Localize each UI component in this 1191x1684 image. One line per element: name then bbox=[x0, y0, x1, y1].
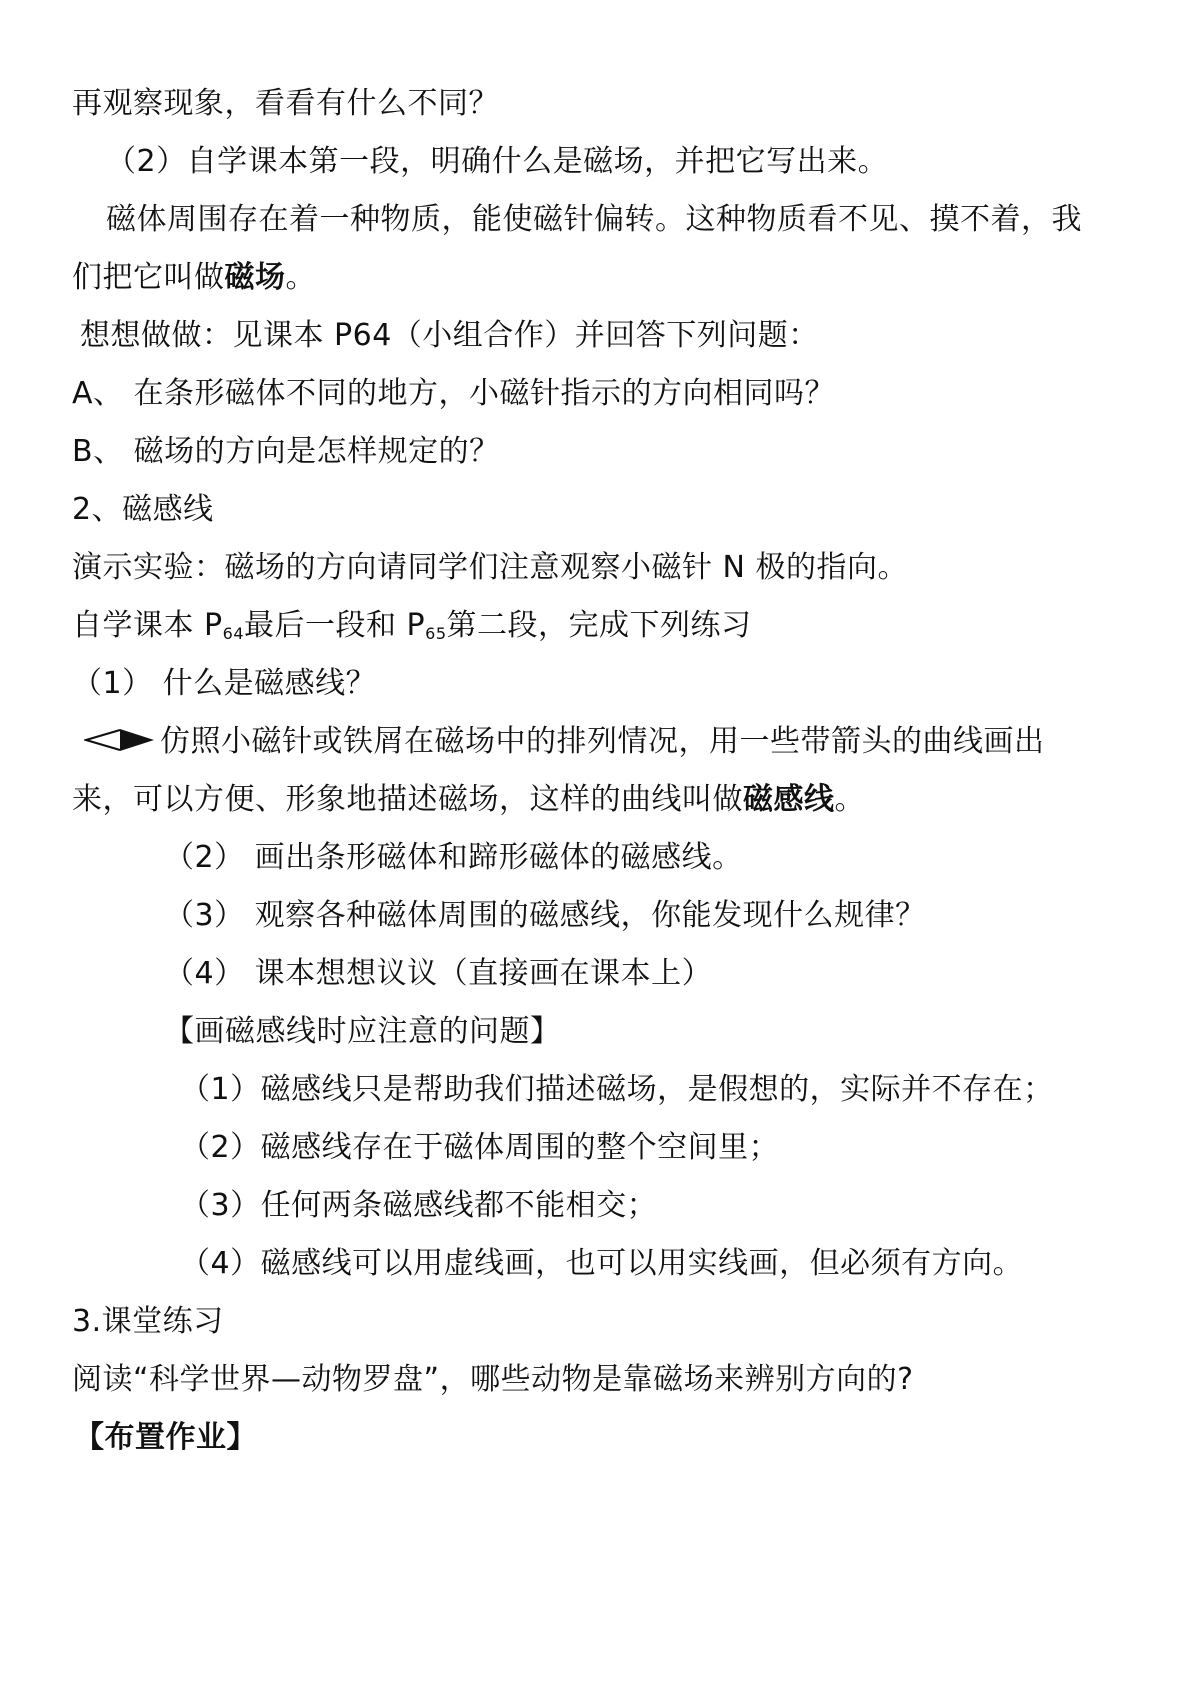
page-number: 65 bbox=[425, 624, 447, 643]
list-item: （2） 画出条形磁体和蹄形磁体的磁感线。 bbox=[164, 840, 743, 875]
text-line: 阅读“科学世界—动物罗盘”，哪些动物是靠磁场来辨别方向的? bbox=[72, 1362, 914, 1397]
list-item: （4） 课本想想议议（直接画在课本上） bbox=[164, 956, 713, 991]
term-magnetic-field: 磁场 bbox=[224, 260, 286, 295]
text-span: 来，可以方便、形象地描述磁场，这样的曲线叫做 bbox=[72, 782, 743, 817]
text-line: 演示实验：磁场的方向请同学们注意观察小磁针 N 极的指向。 bbox=[72, 550, 909, 585]
text-span: 第二段，完成下列练习 bbox=[446, 608, 752, 643]
text-line: 想想做做：见课本 P64（小组合作）并回答下列问题： bbox=[80, 318, 819, 353]
text-line bbox=[72, 606, 752, 646]
arrow-pointer-icon bbox=[84, 726, 156, 754]
question-b: B、 磁场的方向是怎样规定的？ bbox=[72, 434, 500, 469]
question-a: A、 在条形磁体不同的地方，小磁针指示的方向相同吗？ bbox=[72, 376, 836, 411]
list-item: （2）磁感线存在于磁体周围的整个空间里； bbox=[180, 1130, 780, 1165]
section-heading: 2、磁感线 bbox=[72, 492, 214, 527]
text-span: 。 bbox=[834, 782, 865, 817]
text-line: （2）自学课本第一段，明确什么是磁场，并把它写出来。 bbox=[106, 144, 889, 179]
text-span: 们把它叫做 bbox=[72, 260, 225, 295]
section-heading: 3.课堂练习 bbox=[72, 1304, 224, 1339]
subsection-heading: 【画磁感线时应注意的问题】 bbox=[164, 1014, 561, 1049]
text-line: （1） 什么是磁感线？ bbox=[72, 666, 377, 701]
text-span: 。 bbox=[285, 260, 316, 295]
text-span: 仿照小磁针或铁屑在磁场中的排列情况，用一些带箭头的曲线画出 bbox=[160, 724, 1045, 759]
list-item: （3）任何两条磁感线都不能相交； bbox=[180, 1188, 658, 1223]
text-line bbox=[84, 722, 1045, 762]
text-line: 磁体周围存在着一种物质，能使磁针偏转。这种物质看不见、摸不着，我 bbox=[106, 202, 1082, 237]
text-span: 最后一段和 P bbox=[244, 608, 426, 643]
page-number: 64 bbox=[222, 624, 244, 643]
list-item: （1）磁感线只是帮助我们描述磁场，是假想的，实际并不存在； bbox=[180, 1072, 1054, 1107]
list-item: （4）磁感线可以用虚线画，也可以用实线画，但必须有方向。 bbox=[180, 1246, 1024, 1281]
list-item: （3） 观察各种磁体周围的磁感线，你能发现什么规律？ bbox=[164, 898, 926, 933]
text-line: 再观察现象，看看有什么不同？ bbox=[72, 86, 499, 121]
text-line bbox=[72, 780, 865, 820]
text-span: 自学课本 P bbox=[72, 608, 223, 643]
section-heading: 【布置作业】 bbox=[74, 1420, 257, 1455]
text-line bbox=[72, 258, 316, 298]
term-magnetic-lines: 磁感线 bbox=[743, 782, 835, 817]
